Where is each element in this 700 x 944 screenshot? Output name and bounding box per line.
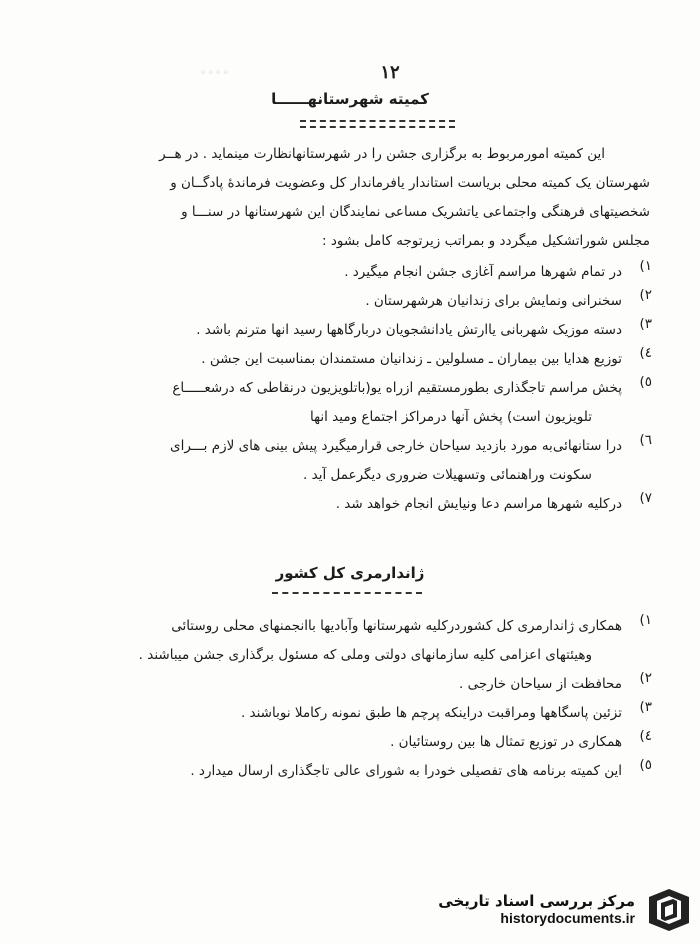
intro-line: این کمیته امورمربوط به برگزاری جشن را در شهرستانهانظارت مینماید . در هــر (159, 146, 605, 162)
item-text-continued: سکونت وراهنمائی وتسهیلات ضروری دیگرعمل آید . (303, 467, 592, 483)
list-item (40, 432, 652, 490)
list-item (40, 612, 652, 670)
list-item (40, 728, 652, 757)
section2-title: ژاندارمری کل کشور (275, 564, 425, 582)
item-text: دسته موزیک شهربانی یاارتش یادانشجویان دربارگاهها رسید انها مترنم باشد . (196, 322, 622, 338)
item-text: توزیع هدایا بین بیماران ـ مسلولین ـ زندانیان مستمندان بمناسبت این جشن . (201, 351, 622, 367)
item-text-continued: تلویزیون است) پخش آنها درمراکز اجتماع ومید انها (310, 409, 592, 425)
list-item (40, 374, 652, 432)
item-number: ٦) (639, 432, 652, 448)
item-number: ٥) (639, 374, 652, 390)
section1-title-underline-2 (300, 126, 455, 128)
item-text: همکاری در توزیع تمثال ها بین روستائیان . (390, 734, 622, 750)
item-text: این کمیته برنامه های تفصیلی خودرا به شورای عالی تاجگذاری ارسال میدارد . (190, 763, 622, 779)
watermark (425, 880, 695, 938)
item-number: ٣) (639, 699, 652, 715)
item-number: ١) (639, 612, 652, 628)
intro-line: شهرستان یک کمیته محلی بریاست استاندار یافرماندار کل وعضویت فرماندهٔ پادگــان و (170, 175, 650, 191)
item-text: سخنرانی ونمایش برای زندانیان هرشهرستان . (365, 293, 622, 309)
item-text: درکلیه شهرها مراسم دعا ونیایش انجام خواهد شد . (335, 496, 622, 512)
item-text: همکاری ژاندارمری کل کشوردرکلیه شهرستانها وآبادیها باانجمنهای محلی روستائی (171, 618, 622, 634)
list-item (40, 670, 652, 699)
list-item (40, 757, 652, 786)
item-text: درا ستانهائی‌به مورد بازدید سیاحان خارجی قرارمیگیرد پیش بینی های لازم بـــرای (170, 438, 622, 454)
archive-logo-icon (643, 883, 695, 935)
item-number: ٢) (639, 670, 652, 686)
item-number: ٥) (639, 757, 652, 773)
faint-mark: ◦◦◦◦ (200, 66, 230, 79)
item-text-continued: وهیئتهای اعزامی کلیه سازمانهای دولتی وملی که مسئول برگذاری جشن میباشند . (138, 647, 592, 663)
item-text: محافظت از سیاحان خارجی . (458, 676, 622, 692)
section1-title: کمیته شهرستانهــــــا (271, 90, 429, 108)
watermark-site: historydocuments.ir (500, 910, 635, 926)
item-text: تزئین پاسگاهها ومراقبت دراینکه پرچم ها طبق نمونه رکاملا نوباشند . (240, 705, 622, 721)
item-text: پخش مراسم تاجگذاری بطورمستقیم ازراه یو(باتلویزیون درنقاطی که درشعـــــاع (172, 380, 622, 396)
item-number: ٤) (639, 728, 652, 744)
intro-line: مجلس شوراتشکیل میگردد و بمراتب زیرتوجه کامل بشود : (322, 233, 650, 249)
intro-line: شخصیتهای فرهنگی واجتماعی یاتشریک مساعی نمایندگان این شهرستانها در سنـــا و (181, 204, 650, 220)
list-item (40, 316, 652, 345)
section2-list (40, 612, 652, 786)
list-item (40, 699, 652, 728)
list-item (40, 258, 652, 287)
list-item (40, 287, 652, 316)
item-number: ٤) (639, 345, 652, 361)
item-number: ٢) (639, 287, 652, 303)
section1-intro (42, 140, 650, 256)
page-number: ١٢ (380, 62, 400, 83)
list-item (40, 345, 652, 374)
item-number: ٣) (639, 316, 652, 332)
item-number: ١) (639, 258, 652, 274)
section2-title-underline (272, 592, 422, 594)
item-text: در تمام شهرها مراسم آغازی جشن انجام میگیرد . (344, 264, 622, 280)
list-item (40, 490, 652, 519)
section1-list (40, 258, 652, 519)
section1-title-underline (300, 120, 455, 122)
watermark-name: مرکز بررسی اسناد تاریخی (438, 892, 635, 910)
item-number: ٧) (639, 490, 652, 506)
